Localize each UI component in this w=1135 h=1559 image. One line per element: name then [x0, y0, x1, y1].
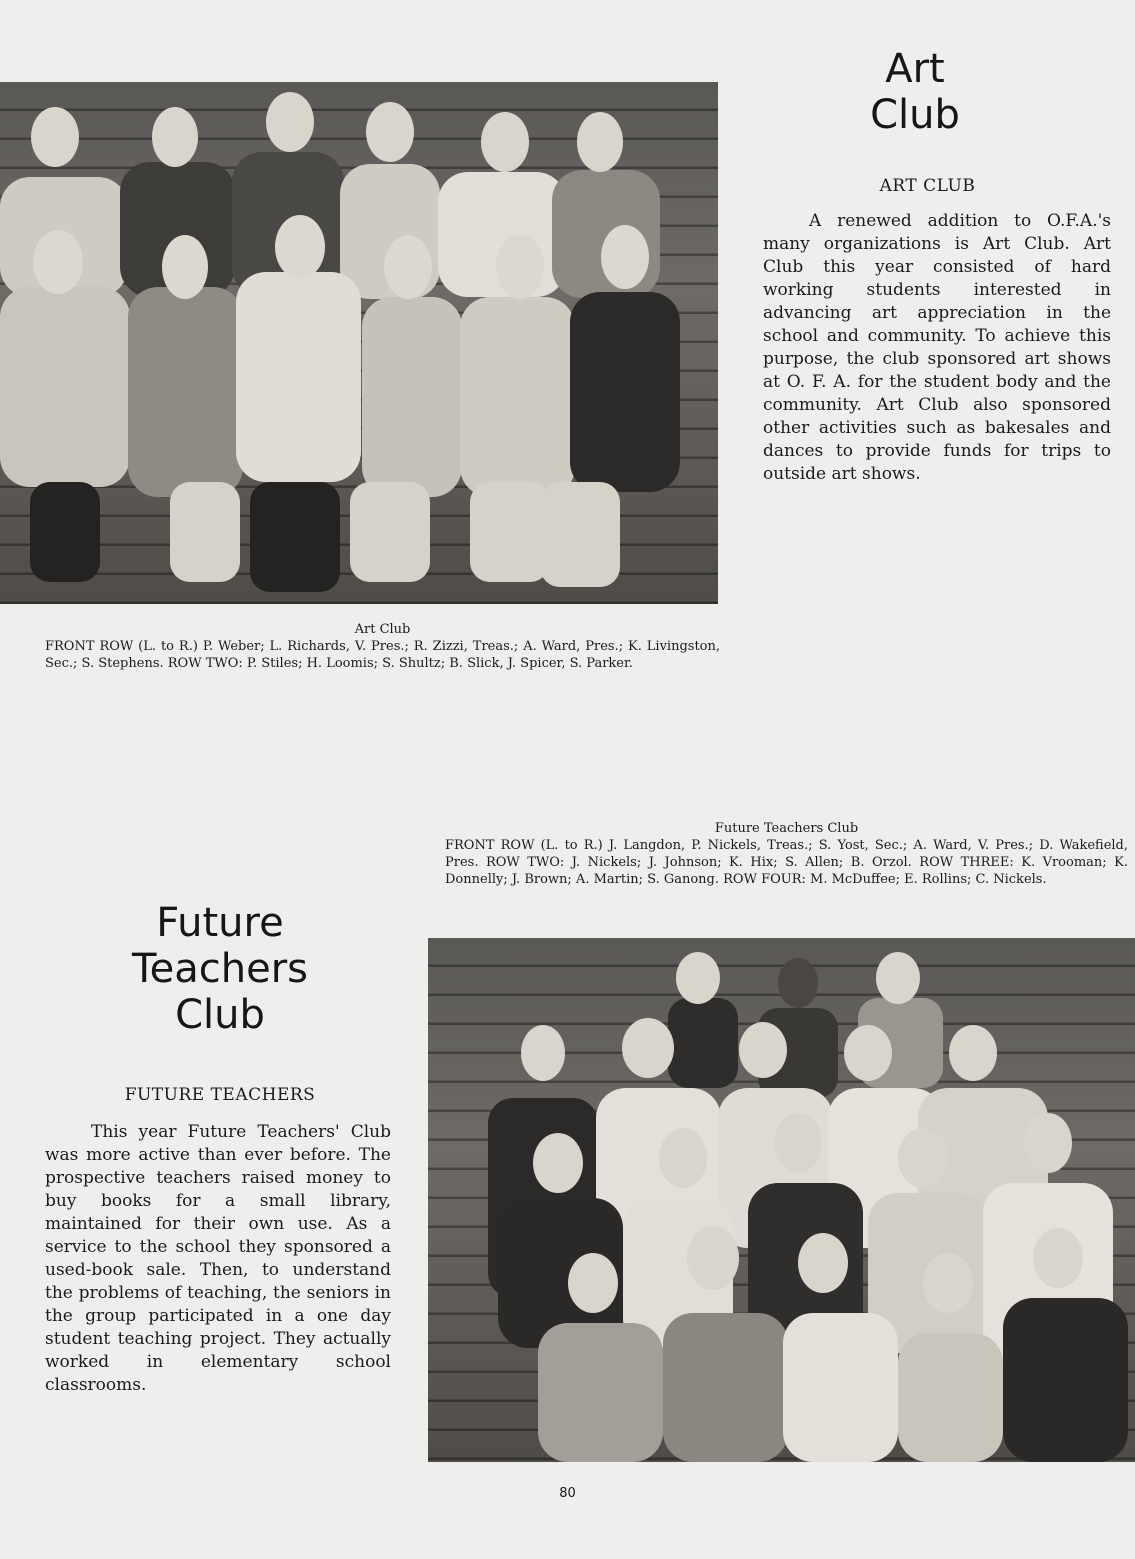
art-club-title — [830, 46, 1000, 138]
future-teachers-caption-title: Future Teachers Club — [714, 821, 859, 836]
future-teachers-title-line1: Future — [156, 900, 284, 946]
future-teachers-title-line2: Teachers — [132, 946, 308, 992]
future-teachers-section-heading: FUTURE TEACHERS — [124, 1085, 316, 1105]
future-teachers-photo — [428, 938, 1135, 1462]
ft-row-top — [668, 952, 943, 1098]
future-teachers-description: This year Future Teachers' Club was more active than ever before. The prospective teachers raised money to buy books for a small library, maintained for their own use. As a service to the school they sponsored a used-book sale. Then, to understand the problems of teaching, the seniors in the group participated in a one day student teaching project. They actually worked in elementary school classrooms. — [45, 1122, 391, 1395]
art-club-caption-names: FRONT ROW (L. to R.) P. Weber; L. Richards, V. Pres.; R. Zizzi, Treas.; A. Ward, Pres.; K. Livingston, Sec.; S. Stephens. ROW TWO: P. Stiles; H. Loomis; S. Shultz; B. Slick, J. Spicer, S. Parker. — [45, 639, 720, 671]
future-teachers-caption — [445, 820, 1128, 888]
art-front-row — [0, 272, 680, 497]
art-club-caption — [45, 621, 720, 672]
art-club-photo — [0, 82, 718, 604]
future-teachers-title-line3: Club — [175, 992, 265, 1038]
art-club-title-line1: Art — [885, 46, 945, 92]
art-club-section-heading: ART CLUB — [879, 176, 976, 196]
art-club-caption-title: Art Club — [354, 622, 411, 637]
future-teachers-caption-names: FRONT ROW (L. to R.) J. Langdon, P. Nickels, Treas.; S. Yost, Sec.; A. Ward, V. Pres.; D. Wakefield, Pres. ROW TWO: J. Nickels; J. Johnson; K. Hix; S. Allen; B. Orzol. ROW THREE: K. Vrooman; K. Donnelly; J. Brown; A. Martin; S. Ganong. ROW FOUR: M. McDuffee; E. Rollins; C. Nickels. — [445, 838, 1128, 887]
future-teachers-title — [100, 900, 340, 1038]
art-club-photo-figures — [0, 82, 718, 604]
art-club-title-line2: Club — [870, 92, 960, 138]
art-club-description: A renewed addition to O.F.A.'s many organizations is Art Club. Art Club this year consisted of hard working students interested in advancing art appreciation in the school and community. To achieve this purpose, the club sponsored art shows at O. F. A. for the student body and the community. Art Club also sponsored other activities such as bakesales and dances to provide funds for trips to outside art shows. — [763, 211, 1111, 484]
future-teachers-photo-figures — [428, 938, 1135, 1462]
art-legs — [30, 482, 620, 592]
page-number: 80 — [559, 1486, 576, 1501]
